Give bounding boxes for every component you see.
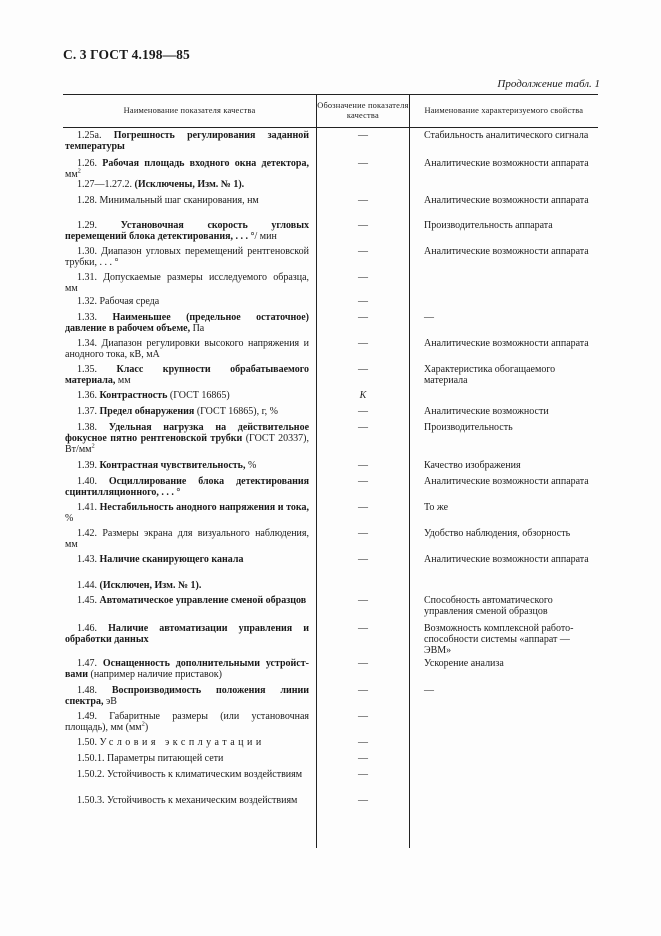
indicator-symbol: — [358,406,368,417]
characterized-property: — [424,685,434,696]
item-number: 1.35. [77,364,117,375]
indicator-name [63,737,317,748]
table-row [63,422,598,455]
indicator-name-bold: Наличие сканирующего канала [99,554,244,565]
indicator-name [63,753,317,764]
item-number: 1.50.3. [77,795,107,806]
indicator-name [63,795,317,806]
indicator-name-bold: Контрастность [99,390,168,401]
indicator-name-bold: Автоматическое управление сменой образцов [99,595,307,606]
table-row [63,595,598,617]
item-number: 1.41. [77,502,100,513]
characterized-property [409,390,598,401]
column-header-property: Наименование характеризуемого свойства [424,106,584,115]
indicator-name-bold: Оснащенность дополнительными устройствами [65,658,309,680]
indicator-name-bold: Наименьшее (предельное остаточное) давление в рабочем объеме, [65,312,310,334]
table-row [63,528,598,550]
item-number: 1.38. [77,422,109,433]
characterized-property: Аналитические возможности [424,406,549,417]
column-header-symbol: Обозначение показателя качества [316,95,410,127]
indicator-name-text: Допускаемые размеры исследуемого образца, мм [65,272,310,294]
indicator-name-text: (ГОСТ 20337), $Вт/мм^2$ [65,433,309,455]
table-row [63,179,598,190]
characterized-property: Аналитические возможности аппарата [424,158,589,169]
table-body [63,128,598,848]
characterized-property: — [424,312,434,323]
item-number: 1.50. [77,737,100,748]
indicator-name-bold: (Исключены, Изм. № 1). [134,179,245,190]
indicator-symbol: — [358,658,368,669]
indicator-name [63,554,317,565]
item-number: 1.31. [77,272,104,283]
table-row [63,390,598,401]
indicator-symbol [317,179,409,190]
indicator-name-text: Диапазон регулировки высокого напряжения и анодного тока, кВ, мА [65,338,310,360]
indicator-name [63,711,317,733]
characterized-property: Ускорение анализа [424,658,504,669]
item-number: 1.33. [77,312,113,323]
indicator-name-bold: Предел обнаружения [99,406,195,417]
characterized-property: Производительность [424,422,513,433]
item-number: 1.45. [77,595,100,606]
characterized-property: Производительность аппарата [424,220,553,231]
characterized-property: Стабильность аналитического сигнала [424,130,589,141]
indicator-name-bold: Осциллирование блока детектирования сцинтилляционного, . . . ° [65,476,309,498]
characterized-property: Качество изображения [424,460,521,471]
table-row [63,246,598,268]
indicator-name-text: (ГОСТ 16865) [167,390,230,401]
indicator-name [63,528,317,550]
indicator-symbol: — [358,795,368,806]
item-number: 1.39. [77,460,100,471]
item-number: 1.32. [77,296,100,307]
item-number: 1.50.2. [77,769,107,780]
indicator-symbol: — [358,460,368,471]
indicator-name [63,769,317,780]
indicator-symbol: — [358,338,368,349]
indicator-symbol [317,580,409,591]
table-row [63,338,598,360]
item-number: 1.28. [77,195,100,206]
characterized-property: Возможность комплексной работоспособности системы «аппарат — ЭВМ» [424,623,574,656]
indicator-symbol: — [358,364,368,375]
indicator-name [63,272,317,294]
table-row [63,795,598,806]
indicator-name-text: Диапазон угловых перемещений рентгеновской трубки, . . . ° [65,246,309,268]
indicator-name [63,460,317,471]
table-row [63,195,598,206]
indicator-name [63,623,317,656]
table-row [63,554,598,565]
table-row [63,460,598,471]
characterized-property [409,711,598,733]
characterized-property: Удобство наблюдения, обзорность [424,528,571,539]
indicator-name-text: Устойчивость к климатическим воздействиям [107,769,303,780]
indicator-name [63,595,317,617]
item-number: 1.30. [77,246,102,257]
indicator-name-bold: Рабочая площадь входного окна детектора, [102,158,309,169]
indicator-name-bold: Класс крупности обрабатываемого материала, [65,364,309,386]
characterized-property [409,272,598,294]
indicator-name [63,195,317,206]
indicator-name-text: Условия эксплуатации [99,737,265,748]
characterized-property: Аналитические возможности аппарата [424,246,589,257]
indicator-name [63,685,317,707]
indicator-name-text: Рабочая среда [99,296,160,307]
table-row [63,158,598,180]
indicator-name-text: Параметры питающей сети [107,753,224,764]
table-header [63,94,598,128]
item-number: 1.36. [77,390,100,401]
item-number: 1.42. [77,528,103,539]
indicator-name-bold: Нестабильность анодного напряжения и тока, [99,502,309,513]
item-number: 1.43. [77,554,100,565]
indicator-symbol: — [358,623,368,634]
indicator-name [63,476,317,498]
indicator-name-text: Габаритные размеры (или установочная площадь), мм $(мм^2)$ [65,711,309,733]
indicator-name-text: Минимальный шаг сканирования, нм [99,195,259,206]
indicator-name [63,580,317,591]
indicator-name-bold: (Исключен, Изм. № 1). [99,580,202,591]
characterized-property: Аналитические возможности аппарата [424,476,589,487]
item-number: 1.29. [77,220,121,231]
indicator-symbol: — [358,711,368,722]
characterized-property: Характеристика обогащаемого материала [424,364,556,386]
indicator-name [63,220,317,242]
characterized-property [409,769,598,780]
item-number: 1.46. [77,623,109,634]
indicator-name-text: Устойчивость к механическим воздействиям [107,795,298,806]
column-header-indicator: Наименование показателя качества [123,106,256,115]
indicator-name-text: % [65,513,74,524]
indicator-symbol: — [358,246,368,257]
indicator-symbol: — [358,220,368,231]
indicator-name-text: Па [190,323,205,334]
indicator-symbol: — [358,312,368,323]
item-number: 1.40. [77,476,109,487]
characterized-property [409,795,598,806]
indicator-name [63,502,317,524]
table-row [63,753,598,764]
characterized-property: То же [424,502,449,513]
indicator-symbol: — [358,685,368,696]
indicator-symbol: — [358,502,368,513]
indicator-symbol: — [358,753,368,764]
table-row [63,769,598,780]
item-number: 1.34. [77,338,102,349]
page-title: С. 3 ГОСТ 4.198—85 [63,47,190,62]
table-row [63,711,598,733]
table-continuation-note: Продолжение табл. 1 [497,78,600,90]
indicator-symbol: — [358,595,368,606]
characterized-property [409,737,598,748]
table-row [63,737,598,748]
indicator-name-text: % [245,460,257,471]
table-row [63,658,598,680]
indicator-symbol: — [358,158,368,169]
indicator-symbol: — [358,422,368,433]
indicator-name [63,296,317,307]
characterized-property: Аналитические возможности аппарата [424,554,589,565]
indicator-name [63,422,317,455]
table-row [63,502,598,524]
table-row [63,623,598,656]
indicator-name-text: мм [115,375,131,386]
indicator-name-text: / мин [254,231,277,242]
indicator-symbol: — [358,476,368,487]
indicator-name [63,312,317,334]
indicator-name [63,658,317,680]
indicator-name-bold: Установочная скорость угловых перемещений блока детектирования, . . . ° [65,220,309,242]
indicator-name [63,406,317,417]
table-row [63,296,598,307]
indicator-name-text: эВ [103,696,117,707]
indicator-name-bold: Удельная нагрузка на действительное фокусное пятно рентгеновской трубки [65,422,310,444]
indicator-symbol: — [358,528,368,539]
characterized-property [409,179,598,190]
table-row [63,130,598,152]
item-number: 1.27—1.27.2. [77,179,135,190]
indicator-name-text: $мм^2$ [65,167,81,180]
characterized-property [409,296,598,307]
item-number: 1.25а. [77,130,114,141]
indicator-name-bold: Наличие автоматизации управления и обработки данных [65,623,309,645]
table-row [63,685,598,707]
indicator-symbol: — [358,195,368,206]
table-row [63,364,598,386]
item-number: 1.44. [77,580,100,591]
table-row [63,476,598,498]
indicator-name [63,158,317,180]
indicator-name [63,130,317,152]
indicator-name [63,246,317,268]
indicator-name-text: Размеры экрана для визуального наблюдения, мм [65,528,309,550]
quality-indicators-table [63,94,598,848]
item-number: 1.37. [77,406,100,417]
indicator-symbol: — [358,296,368,307]
indicator-symbol: K [359,390,367,401]
characterized-property: Аналитические возможности аппарата [424,195,589,206]
item-number: 1.26. [77,158,103,169]
characterized-property [409,753,598,764]
indicator-name [63,179,317,190]
indicator-name [63,390,317,401]
item-number: 1.50.1. [77,753,107,764]
table-row [63,406,598,417]
indicator-name-bold: Воспроизводимость положения линии спектра, [65,685,309,707]
indicator-name [63,364,317,386]
indicator-symbol: — [358,737,368,748]
indicator-name-bold: Погрешность регулирования заданной температуры [65,130,309,152]
indicator-symbol: — [358,769,368,780]
item-number: 1.47. [77,658,103,669]
table-row [63,580,598,591]
characterized-property: Аналитические возможности аппарата [424,338,589,349]
table-row [63,312,598,334]
characterized-property: Способность автоматического управления сменой образцов [424,595,553,617]
characterized-property [409,580,598,591]
indicator-name-bold: Контрастная чувствительность, [99,460,246,471]
indicator-name-text: (например наличие приставок) [87,669,222,680]
table-row [63,220,598,242]
indicator-symbol: — [358,554,368,565]
indicator-symbol: — [358,272,368,283]
table-row [63,272,598,294]
indicator-name [63,338,317,360]
item-number: 1.48. [77,685,112,696]
indicator-name-text: (ГОСТ 16865), г, % [194,406,278,417]
indicator-symbol: — [358,130,368,141]
item-number: 1.49. [77,711,110,722]
